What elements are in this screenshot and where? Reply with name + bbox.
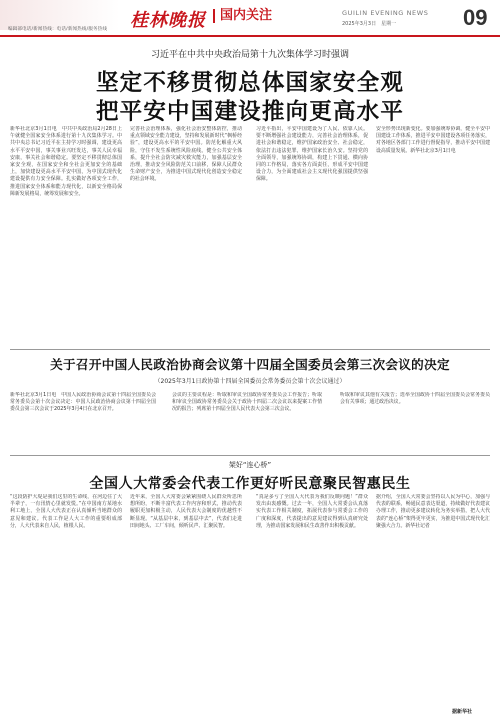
article2-column: 新华社北京3月1日电 中国人民政治协商会议第十四届全国委员会常务委员会第十次会议决定：中国人民政治协商会议第十四届全国委员会第三次会议于2025年3月4日在北京召开。 (10, 392, 156, 413)
article1-column: 完善社会治理体系，强化社会治安整体防控，推动重点领域安全能力建设，坚持和发展新时代“枫桥经验”，建设更高水平的平安中国。防范化解重大风险，守住不发生系统性风险底线。健全公共安全体系，提升全社会防灾减灾救灾能力，加强基层安全治理，推动安全风险防范关口前移，保障人民群众生命财产安全，为推进中国式现代化创造安全稳定的社会环境。 (130, 126, 242, 183)
article1-title-line2: 把平安中国建设推向更高水平 (95, 99, 405, 125)
article3-column: 据介绍，全国人大常委会坚持以人民为中心，加强与代表的联系，畅通民意表达渠道，持续做好代表建议办理工作，推动更多建议转化为务实举措，把人大代表的“连心桥”架得更牢更实，为推进中国式现代化汇聚强大合力。新华社记者 (376, 494, 490, 529)
article2-title: 关于召开中国人民政治协商会议第十四届全国委员会第三次会议的决定 (50, 357, 450, 372)
article3-kicker: 架好“连心桥” (228, 461, 272, 469)
article1-title-line1: 坚定不移贯彻总体国家安全观 (95, 70, 405, 96)
article2-column: 会议的主要议程是：听取和审议全国政协常务委员会工作报告；听取和审议全国政协常务委员会关于政协十四届二次会议以来提案工作情况的报告；列席第十四届全国人民代表大会第三次会议。 (172, 392, 322, 413)
issue-date: 2025年3月3日 星期一 (342, 21, 397, 27)
article3-column: “这段防护大堤是我们这里的生命线，在河边住了大半辈子，一有汛情心里就发慌。”在中国南方某地水利工地上，全国人大代表正在认真倾听当地群众的意见和建议。代表工作是人大工作的重要组成部分，人大代表来自人民，植根人民。 (10, 494, 122, 529)
article3-column: 近年来，全国人大常委会紧紧围绕人民群众所思所想所盼，不断丰富代表工作内容和形式，推动代表履职更加积极主动，人民代表大会制度的优越性不断显现。“从基层中来，到基层中去”，代表们走进田间地头、工厂车间，倾听民声、汇聚民智。 (130, 494, 242, 529)
page-number: 09 (463, 5, 488, 30)
section-divider (10, 455, 490, 456)
section-divider (10, 349, 490, 350)
article1-column: 习近平指出，平安中国建设为了人民、依靠人民。要不断增强社会建设能力，完善社会治理体系，促进社会和谐稳定，维护国家政治安全、社会稳定，依法打击违法犯罪，维护国家长治久安。坚持党的全面领导，加强统筹协调，构建上下贯通、横向协同的工作格局，落实各方面责任，形成平安中国建设合力，为全面建成社会主义现代化强国提供坚强保障。 (256, 126, 368, 183)
article2-column: 听取和审议其他有关报告；选举全国政协十四届全国委员会常务委员会有关事项；通过政治决议。 (340, 392, 490, 406)
article3-title: 全国人大常委会代表工作更好听民意聚民智惠民生 (89, 476, 411, 492)
page-header (0, 0, 500, 36)
article1-kicker: 习近平在中共中央政治局第十九次集体学习时强调 (150, 50, 349, 60)
article1-column: 安全形势出现新变化。要加强统筹协调，健全平安中国建设工作体系，推进平安中国建设各项任务落实，对各地区各部门工作进行督促指导，推动平安中国建设高质量发展。新华社北京3月1日电 (376, 126, 490, 154)
article3-column: “真是多亏了全国人大代表为我们反映问题！”群众发出由衷感慨。过去一年，全国人大常委会认真落实代表工作相关制度，拓展代表参与常委会工作的广度和深度，代表提出的意见建议得到认真研究处理，为推动国家发展和民生改善作出积极贡献。 (256, 494, 368, 529)
header-motto: 编辑部电话/新闻热线：电话/新闻热线/服务热线 (8, 27, 108, 32)
article1-column: 新华社北京3月1日电 中共中央政治局2月28日上午就健全国家安全体系进行第十九次集体学习。中共中央总书记习近平在主持学习时强调，建设更高水平平安中国，事关事业兴旺发达，事关人民幸福安康，事关社会和谐稳定。要坚定不移贯彻总体国家安全观，在国家安全和全社会更加安全的基础上，加快建设更高水平平安中国，为中国式现代化建设提供有力安全保障。扎实做好各项安全工作，推进国家安全体系和能力现代化，以新安全格局保障新发展格局，统筹发展和安全。 (10, 126, 122, 197)
section-name: 国内关注 (213, 9, 272, 23)
article2-subtitle: （2025年3月1日政协第十四届全国委员会常务委员会第十次会议通过） (154, 378, 346, 385)
header-rule (0, 35, 500, 37)
paper-name-en: GUILIN EVENING NEWS (342, 9, 429, 17)
newspaper-logo: 桂林晚报 (130, 10, 206, 31)
article3-byline: 据新华社 (452, 709, 473, 715)
